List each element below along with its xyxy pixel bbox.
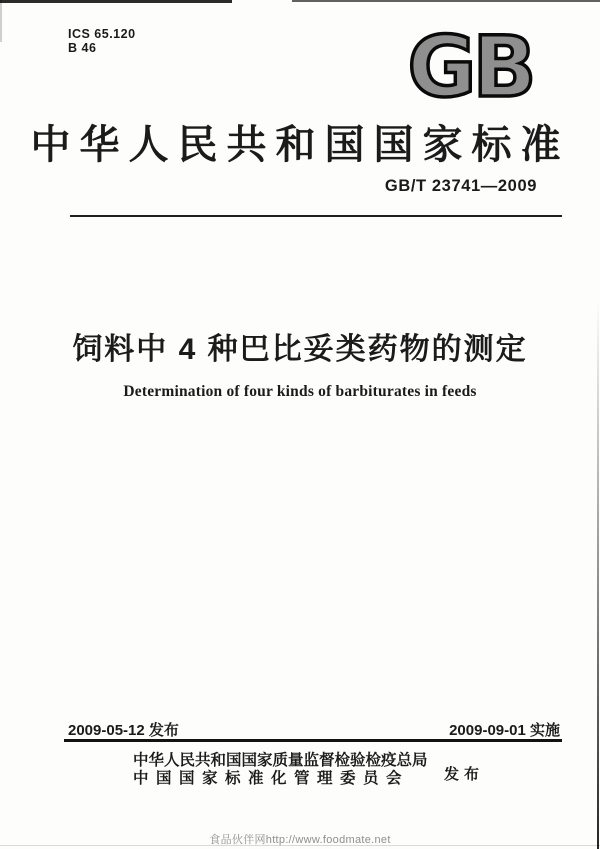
implementation-date: 2009-09-01 实施 [449, 722, 560, 739]
publisher-block [133, 752, 428, 788]
publisher-line-2: 中国国家标准化管理委员会 [133, 770, 410, 787]
document-title-zh: 饲料中 4 种巴比妥类药物的测定 [72, 333, 528, 366]
gb-logo-icon [404, 27, 536, 109]
footer-rule [64, 739, 562, 742]
class-code: B 46 [68, 41, 97, 55]
document-title-en: Determination of four kinds of barbiturates in feeds [123, 383, 477, 400]
watermark: 食品伙伴网http://www.foodmate.net [209, 834, 391, 846]
scan-artifact-top-left [0, 0, 232, 3]
ics-classification-block [68, 27, 136, 55]
header-rule [70, 215, 562, 217]
publisher-line-1: 中华人民共和国国家质量监督检验检疫总局 [133, 752, 428, 769]
gb-logo-text: GB [407, 27, 533, 109]
issue-date: 2009-05-12 发布 [68, 722, 179, 739]
scan-artifact-top-right [292, 0, 600, 2]
publish-label: 发布 [444, 766, 485, 783]
standard-number: GB/T 23741—2009 [384, 177, 537, 195]
standard-heading: 中华人民共和国国家标准 [30, 123, 570, 167]
ics-code: ICS 65.120 [68, 27, 136, 41]
scan-artifact-left-edge [0, 0, 2, 42]
